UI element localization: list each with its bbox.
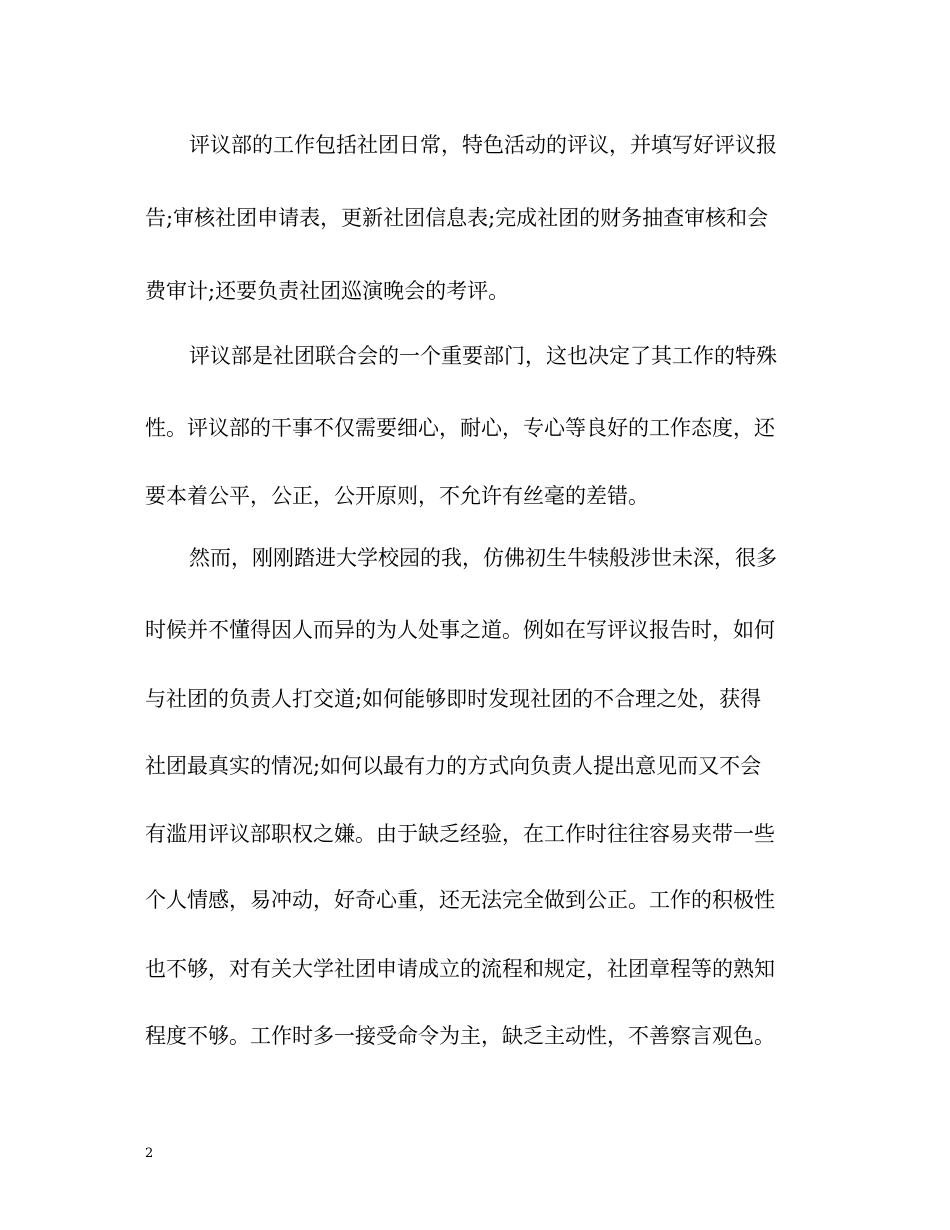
paragraph-3-line-4: 社团最真实的情况;如何以最有力的方式向负责人提出意见而又不会 [145, 754, 762, 778]
page-number: 2 [145, 1146, 154, 1161]
paragraph-2-line-1: 评议部是社团联合会的一个重要部门，这也决定了其工作的特殊 [189, 344, 777, 368]
paragraph-1-line-2: 告;审核社团申请表，更新社团信息表;完成社团的财务抽查审核和会 [145, 206, 769, 230]
paragraph-2-line-2: 性。评议部的干事不仅需要细心，耐心，专心等良好的工作态度，还 [145, 416, 775, 440]
paragraph-3-line-7: 也不够，对有关大学社团申请成立的流程和规定，社团章程等的熟知 [145, 957, 775, 981]
paragraph-3-line-5: 有滥用评议部职权之嫌。由于缺乏经验，在工作时往往容易夹带一些 [145, 822, 775, 846]
paragraph-1-line-3: 费审计;还要负责社团巡演晚会的考评。 [145, 279, 510, 303]
paragraph-3-line-2: 时候并不懂得因人而异的为人处事之道。例如在写评议报告时，如何 [145, 618, 775, 642]
paragraph-2-line-3: 要本着公平，公正，公开原则，不允许有丝毫的差错。 [145, 484, 649, 508]
paragraph-3-line-6: 个人情感，易冲动，好奇心重，还无法完全做到公正。工作的积极性 [145, 888, 775, 912]
paragraph-3-line-3: 与社团的负责人打交道;如何能够即时发现社团的不合理之处，获得 [145, 687, 762, 711]
paragraph-1-line-1: 评议部的工作包括社团日常，特色活动的评议，并填写好评议报 [189, 133, 777, 157]
paragraph-3-line-8: 程度不够。工作时多一接受命令为主，缺乏主动性，不善察言观色。 [145, 1024, 775, 1048]
paragraph-3-line-1: 然而，刚刚踏进大学校园的我，仿佛初生牛犊般涉世未深，很多 [189, 546, 777, 570]
